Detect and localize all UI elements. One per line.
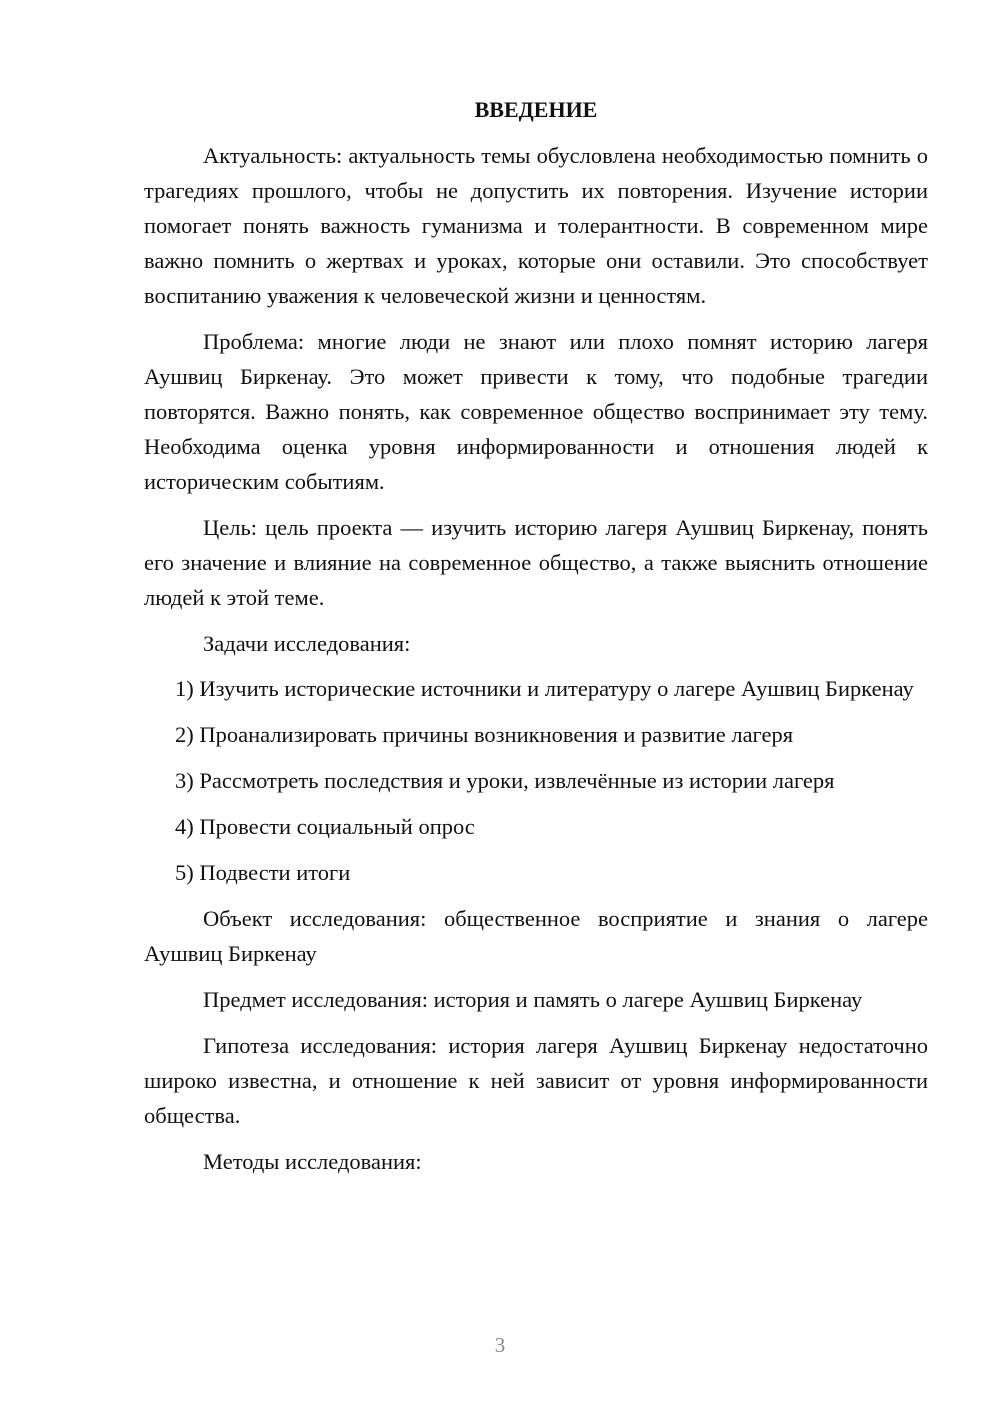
list-item: 1) Изучить исторические источники и литературу о лагере Аушвиц Биркенау: [175, 676, 914, 701]
list-item: 4) Провести социальный опрос: [175, 814, 475, 839]
tasks-list: [144, 671, 928, 890]
page-title: ВВЕДЕНИЕ: [474, 97, 598, 122]
list-item: 3) Рассмотреть последствия и уроки, извлечённые из истории лагеря: [175, 768, 835, 793]
page-number: 3: [494, 1333, 506, 1357]
tasks-heading: Задачи исследования:: [203, 631, 411, 656]
list-item: 5) Подвести итоги: [175, 860, 351, 885]
paragraph-subject: Предмет исследования: история и память о лагере Аушвиц Биркенау: [203, 987, 863, 1012]
document-page: [144, 92, 928, 1179]
paragraph-relevance: Актуальность: актуальность темы обусловлена необходимостью помнить о трагедиях прошлого, чтобы не допустить их повторения. Изучение истории помогает понять важность гуманизма и толерантности. В современном мире важно помнить о жертвах и уроках, которые они оставили. Это способствует воспитанию уважения к человеческой жизни и ценностям.: [144, 143, 928, 308]
paragraph-problem: Проблема: многие люди не знают или плохо помнят историю лагеря Аушвиц Биркенау. Это может привести к тому, что подобные трагедии повторятся. Важно понять, как современное общество воспринимает эту тему. Необходима оценка уровня информированности и отношения людей к историческим событиям.: [144, 329, 928, 494]
paragraph-hypothesis: Гипотеза исследования: история лагеря Аушвиц Биркенау недостаточно широко известна, и отношение к ней зависит от уровня информированности общества.: [144, 1033, 928, 1128]
list-item: 2) Проанализировать причины возникновения и развитие лагеря: [175, 722, 794, 747]
methods-heading: Методы исследования:: [203, 1149, 422, 1174]
paragraph-goal: Цель: цель проекта — изучить историю лагеря Аушвиц Биркенау, понять его значение и влияние на современное общество, а также выяснить отношение людей к этой теме.: [144, 515, 928, 610]
paragraph-object: Объект исследования: общественное восприятие и знания о лагере Аушвиц Биркенау: [144, 906, 928, 966]
